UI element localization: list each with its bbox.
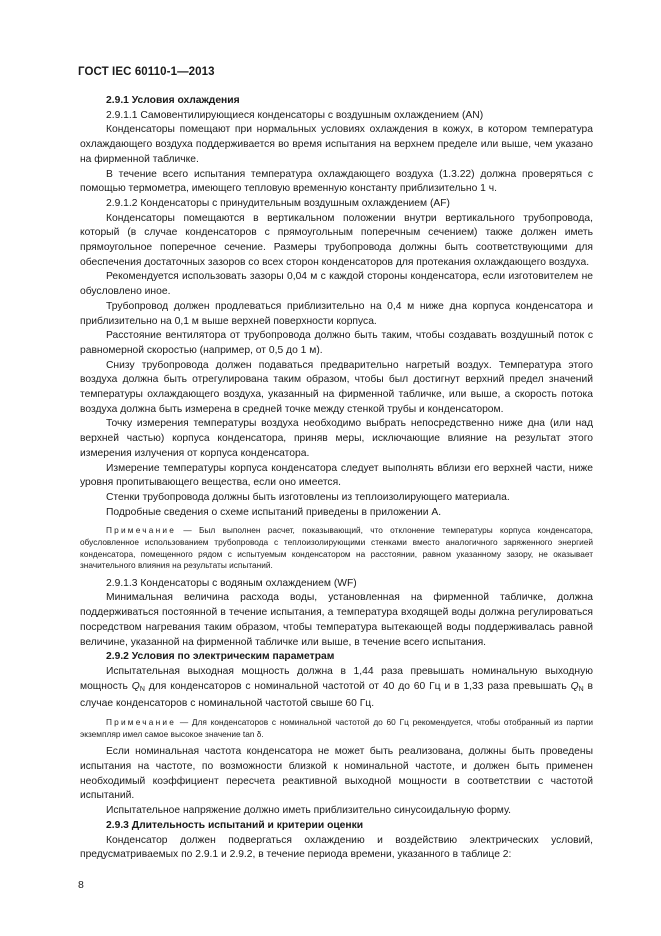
- paragraph: Конденсатор должен подвергаться охлаждению и воздействию электрических условий, предусматриваемых по 2.9.1 и 2.9.2, в течение периода времени, указанного в таблице 2:: [80, 834, 593, 861]
- note-label: Примечание: [106, 525, 177, 536]
- symbol-q: Q: [131, 680, 140, 692]
- section-heading-2-9-2: 2.9.2 Условия по электрическим параметрам: [106, 651, 335, 663]
- paragraph: Стенки трубопровода должны быть изготовлены из теплоизолирующего материала.: [106, 491, 510, 503]
- document-header: ГОСТ IEC 60110-1—2013: [78, 66, 215, 78]
- paragraph-output-power: Испытательная выходная мощность должна в 1,44 раза превышать номинальную выходную мощность $Q_N$ для конденсаторов с номинальной частотой от 40 до 60 Гц и в 1,33 раза превышать $Q_N$ в случае конденсаторов с номинальной частотой свыше 60 Гц.: [80, 665, 593, 710]
- paragraph: Минимальная величина расхода воды, установленная на фирменной табличке, должна поддерживаться постоянной в течение испытания, а температура входящей воды должна регулироваться посредством нагревания таким образом, чтобы температура вытекающей воды поддерживалась равной величине, указанной на фирменной табличке или выше, в течение всего испытания.: [80, 592, 593, 648]
- note-text: — Для конденсаторов с номинальной частотой до 60 Гц рекомендуется, чтобы отобранный из партии экземпляр имел самое высокое значение tan δ.: [80, 717, 593, 739]
- paragraph: Конденсаторы помещают при нормальных условиях охлаждения в кожух, в котором температура охлаждающего воздуха поддерживается во время испытания на верхнем пределе или выше, чем указано на фирменной табличке.: [80, 124, 593, 165]
- paragraph: Рекомендуется использовать зазоры 0,04 м с каждой стороны конденсатора, если изготовителем не обусловлено иное.: [80, 271, 593, 298]
- paragraph: Снизу трубопровода должен подаваться предварительно нагретый воздух. Температура этого воздуха должна быть отрегулирована таким образом, чтобы был достигнут верхний предел значений температуры охлаждающего воздуха, указанный на фирменной табличке, или выше, а скорость потока воздуха должна быть измерена в средней точке между стенкой трубы и конденсатором.: [80, 359, 593, 415]
- section-heading-2-9-1: 2.9.1 Условия охлаждения: [106, 95, 240, 106]
- paragraph: Точку измерения температуры воздуха необходимо выбрать непосредственно ниже дна (или над верхней частью) корпуса конденсатора, приняв меры, исключающие влияние на результат этого измерения излучения от корпуса конденсатора.: [80, 418, 593, 459]
- paragraph: Конденсаторы помещаются в вертикальном положении внутри вертикального трубопровода, который (в случае конденсаторов с прямоугольным поперечным сечением) также должен иметь прямоугольное поперечное сечение. Размеры трубопровода должны быть соответствующими для обеспечения достаточных зазоров со всех сторон конденсаторов для протекания охлаждающего воздуха.: [80, 212, 593, 268]
- paragraph: Трубопровод должен продлеваться приблизительно на 0,4 м ниже дна корпуса конденсатора и приблизительно на 0,1 м выше верхней поверхности корпуса.: [80, 300, 593, 327]
- subsection-title-2-9-1-2: 2.9.1.2 Конденсаторы с принудительным воздушным охлаждением (AF): [106, 197, 450, 209]
- paragraph: Если номинальная частота конденсатора не может быть реализована, должны быть проведены испытания на частоте, по возможности близкой к номинальной частоте, и должен быть применен необходимый коэффициент пересчета реактивной выходной мощности в соответствии с частотой испытаний.: [80, 746, 593, 802]
- paragraph: В течение всего испытания температура охлаждающего воздуха (1.3.22) должна проверяться с помощью термометра, имеющего тепловую временную константу приблизительно 1 ч.: [80, 168, 593, 195]
- note-text: — Был выполнен расчет, показывающий, что отклонение температуры корпуса конденсатора, обусловленное использованием трубопровода с теплоизолирующими стенками вместо аналогичного заряженного энергией конденсатора, помещенного рядом с испытуемым конденсатором на расстоянии, равном указанному зазору, не оказывает значительного влияния на результаты испытаний.: [80, 525, 593, 571]
- symbol-q-subscript: N: [578, 685, 584, 693]
- note-label: Примечание: [106, 717, 177, 728]
- note-2: [80, 717, 593, 740]
- paragraph: Подробные сведения о схеме испытаний приведены в приложении А.: [106, 506, 442, 518]
- paragraph: Испытательное напряжение должно иметь приблизительно синусоидальную форму.: [106, 805, 511, 817]
- symbol-q-subscript: N: [139, 685, 145, 693]
- note-1: [80, 525, 593, 571]
- paragraph: Измерение температуры корпуса конденсатора следует выполнять вблизи его верхней части, ниже уровня пропитывающего вещества, если оно имеется.: [80, 462, 593, 489]
- symbol-q: Q: [570, 680, 579, 692]
- page-number: 8: [78, 879, 84, 891]
- document-body: [80, 94, 593, 863]
- paragraph: Расстояние вентилятора от трубопровода должно быть таким, чтобы создавать воздушный поток с равномерной скоростью (например, от 0,5 до 1 м).: [80, 330, 593, 356]
- subsection-title-2-9-1-1: 2.9.1.1 Самовентилирующиеся конденсаторы с воздушным охлаждением (AN): [106, 109, 484, 121]
- section-heading-2-9-3: 2.9.3 Длительность испытаний и критерии оценки: [106, 819, 364, 831]
- subsection-title-2-9-1-3: 2.9.1.3 Конденсаторы с водяным охлаждением (WF): [106, 577, 357, 589]
